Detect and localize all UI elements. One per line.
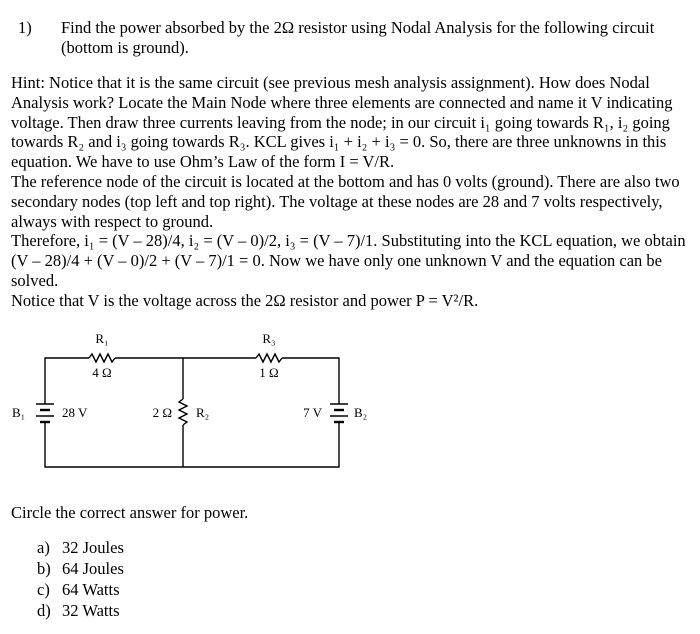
question-text: Find the power absorbed by the 2Ω resistor using Nodal Analysis for the following circuit (bottom is ground). — [61, 18, 655, 57]
option-text: 64 Watts — [62, 580, 120, 599]
option-text: 32 Watts — [62, 601, 120, 620]
hint-paragraph-4: Notice that V is the voltage across the 2Ω resistor and power P = V²/R. — [11, 290, 479, 310]
hint-block — [11, 73, 689, 311]
option-text: 64 Joules — [62, 559, 124, 578]
r3-value: 1 Ω — [259, 365, 279, 380]
hint-paragraph-1: Hint: Notice that it is the same circuit (see previous mesh analysis assignment). How does Nodal Analysis work? Locate the Main Node where three elements are connected and name it V indicating voltage. Then draw three currents leaving from the node; in our circuit i₁ going towards R₁, i₂ going towards R₂ and i₃ going towards R₃. KCL gives i₁ + i₂ + i₃ = 0. So, there are three unknowns in this equation. We have to use Ohm’s Law of the form I = V/R. — [11, 73, 673, 172]
option-letter: b) — [37, 559, 51, 578]
r2-label: R₂ — [196, 405, 210, 420]
b2-value: 7 V — [303, 405, 322, 420]
circuit-wires — [45, 354, 339, 467]
b1-value: 28 V — [62, 405, 88, 420]
circuit-diagram — [0, 315, 380, 475]
option-text: 32 Joules — [62, 538, 124, 557]
question — [18, 18, 688, 58]
r2-resistor — [179, 399, 187, 425]
r1-label: R₁ — [95, 331, 109, 346]
r3-label: R₃ — [262, 331, 276, 346]
question-number: 1) — [18, 18, 32, 37]
answer-prompt: Circle the correct answer for power. — [11, 503, 249, 522]
hint-paragraph-2: The reference node of the circuit is located at the bottom and has 0 volts (ground). There are also two secondary nodes (top left and top right). The voltage at these nodes are 28 and 7 volts respectively, always with respect to ground. — [11, 171, 680, 231]
b1-label: B₁ — [12, 405, 26, 420]
hint-paragraph-3: Therefore, i₁ = (V – 28)/4, i₂ = (V – 0)/2, i₃ = (V – 7)/1. Substituting into the KCL equation, we obtain (V – 28)/4 + (V – 0)/2 + (V – 7)/1 = 0. Now we have only one unknown V and the equation can be solved. — [11, 231, 686, 290]
option-c[interactable] — [37, 579, 124, 600]
b2-battery — [330, 404, 348, 427]
r1-value: 4 Ω — [92, 365, 112, 380]
option-b[interactable] — [37, 558, 124, 579]
option-a[interactable] — [37, 537, 124, 558]
option-letter: d) — [37, 601, 51, 620]
option-d[interactable] — [37, 600, 124, 621]
answer-options — [37, 537, 124, 621]
r2-value: 2 Ω — [152, 405, 172, 420]
b2-label: B₂ — [354, 405, 368, 420]
option-letter: c) — [37, 580, 50, 599]
r3-resistor — [256, 354, 282, 362]
r1-resistor — [89, 354, 115, 362]
option-letter: a) — [37, 538, 50, 557]
b1-battery — [36, 404, 54, 427]
